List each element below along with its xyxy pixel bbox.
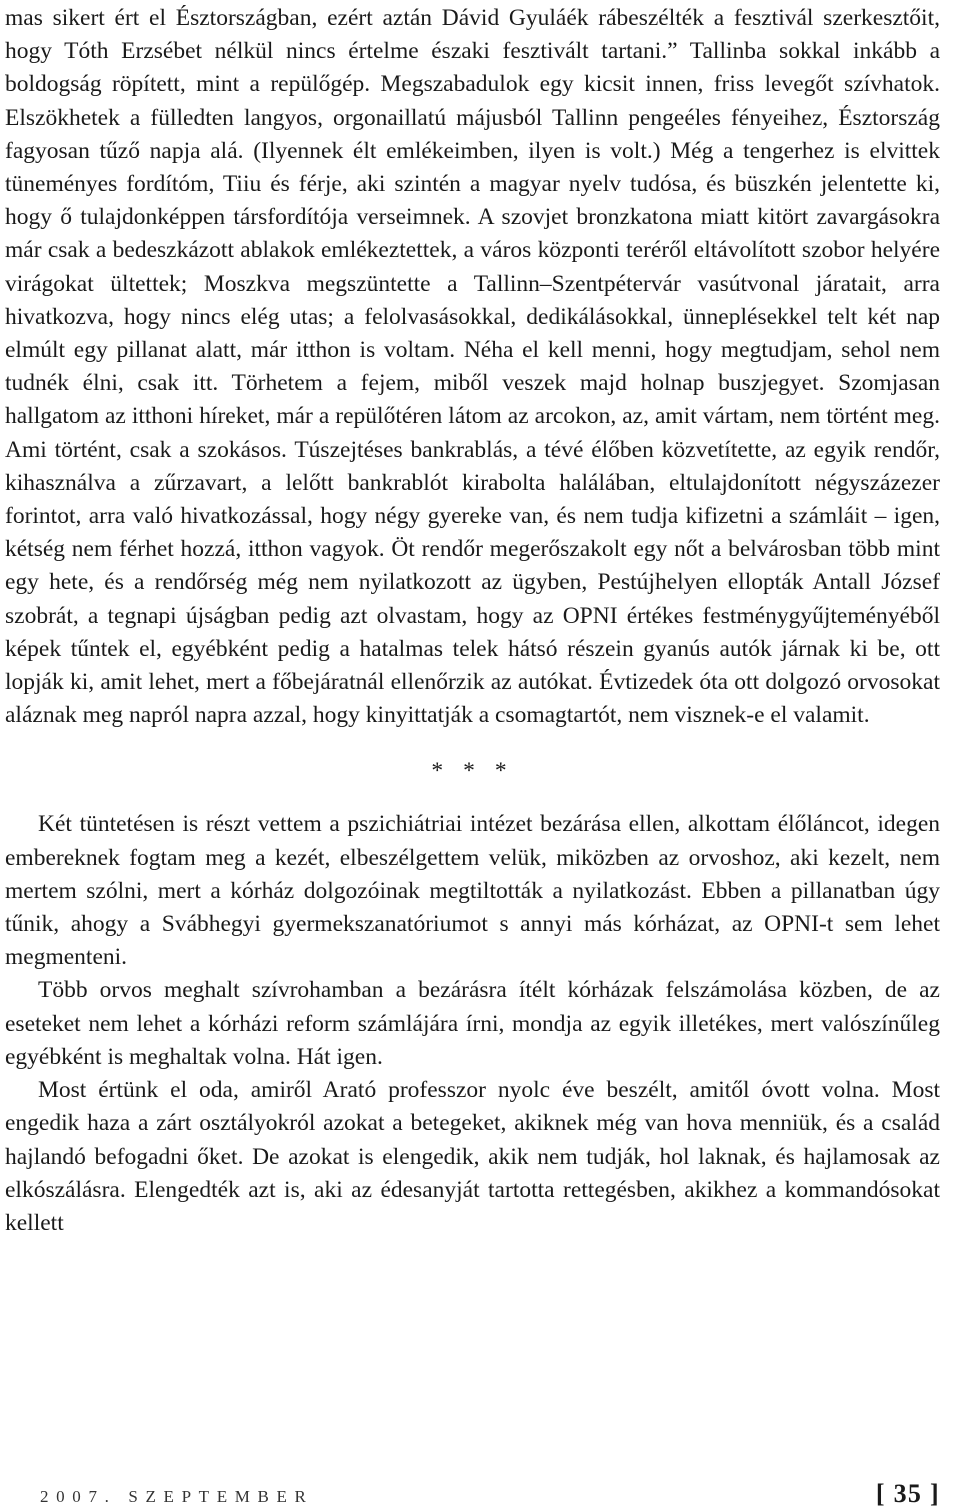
article-body xyxy=(5,2,940,1240)
page xyxy=(5,0,940,1240)
paragraph-doctors: Több orvos meghalt szívrohamban a bezárásra ítélt kórházak felszámolása közben, de az eseteket nem lehet a kórházi reform számlájára írni, mondja az egyik illetékes, mert valószínűleg egyébként is meghaltak volna. Hát igen. xyxy=(5,977,940,1070)
footer-issue-date: 2007. SZEPTEMBER xyxy=(40,1487,314,1506)
page-footer xyxy=(40,1475,940,1509)
paragraph-arato: Most értünk el oda, amiről Arató professzor nyolc éve beszélt, amitől óvott volna. Most engedik haza a zárt osztályokról azokat a betegeket, akiknek még van hova menniük, és a család hajlandó befogadni őket. De azokat is elengedik, akik nem tudják, hol laknak, és hajlamosak az elkószálásra. Elengedték azt is, aki az édesanyját tartotta rettegésben, akikhez a kommandósokat kellett xyxy=(5,1077,940,1236)
paragraph-protests: Két tüntetésen is részt vettem a pszichiátriai intézet bezárása ellen, alkottam élőláncot, idegen embereknek fogtam meg a kezét, elbeszélgettem velük, miközben az orvoshoz, aki kezelt, nem mertem szólni, mert a kórház dolgozóinak megtiltották a nyilatkozást. Ebben a pillanatban úgy tűnik, ahogy a Svábhegyi gyermekszanatóriumot s annyi más kórházat, az OPNI-t sem lehet megmenteni. xyxy=(5,811,940,971)
paragraph-continued: mas sikert ért el Észtországban, ezért aztán Dávid Gyuláék rábeszélték a fesztivál szerkesztőit, hogy Tóth Erzsébet nélkül nincs értelme északi fesztivált tartani.” Tallinba sokkal inkább a boldogság röpített, mint a repülőgép. Megszabadulok egy kicsit innen, friss levegőt szívhatok. Elszökhetek a fülledten langyos, orgonaillatú májusból Tallinn pengeéles fényeihez, Észtország fagyosan tűző napja alá. (Ilyennek élt emlékeimben, ilyen is volt.) Még a tengerhez is elvittek tüneményes fordítóm, Tiiu és férje, aki szintén a magyar nyelv tudósa, és büszkén jelentette ki, hogy ő tulajdonképpen társfordítója verseimnek. A szovjet bronzkatona miatt kitört zavargásokra már csak a bedeszkázott ablakok emlékeztettek, a város központi teréről eltávolított szobor helyére virágokat ültettek; Moszkva megszüntette a Tallinn–Szentpétervár vasútvonal járatait, arra hivatkozva, hogy nincs elég utas; a felolvasásokkal, dedikálásokkal, ünneplésekkel telt két nap elmúlt egy pillanat alatt, már itthon is voltam. Néha el kell menni, hogy megtudjam, sehol nem tudnék élni, csak itt. Törhetem a fejem, miből veszek majd holnap buszjegyet. Szomjasan hallgatom az itthoni híreket, már a repülőtéren látom az arcokon, az, amit vártam, nem történt meg. Ami történt, csak a szokásos. Túszejtéses bankrablás, a tévé élőben közvetítette, az egyik rendőr, kihasználva a zűrzavart, a lelőtt bankrablót kirabolta halálában, eltulajdonított négyszázezer forintot, arra való hivatkozással, hogy négy gyereke van, és nem tudja kifizetni a számláit – igen, kétség nem férhet hozzá, itthon vagyok. Öt rendőr megerőszakolt egy nőt a belvárosban több mint egy hete, és a rendőrség még nem nyilatkozott az ügyben, Pestújhelyen ellopták Antall József szobrát, a tegnapi újságban pedig azt olvastam, hogy az OPNI értékes festménygyűjteményéből képek tűntek el, egyébként pedig a hatalmas telek hátsó részein gyanús autók járnak ki be, ott lopják ki, amit lehet, mert a főbejáratnál ellenőrzik az autókat. Évtizedek óta ott dolgozó orvosokat aláznak meg napról napra azzal, hogy kinyittatják a csomagtartót, nem visznek-e el valamit. xyxy=(5,5,940,729)
section-separator: * * * xyxy=(431,758,514,785)
footer-page-number: [ 35 ] xyxy=(875,1479,940,1508)
